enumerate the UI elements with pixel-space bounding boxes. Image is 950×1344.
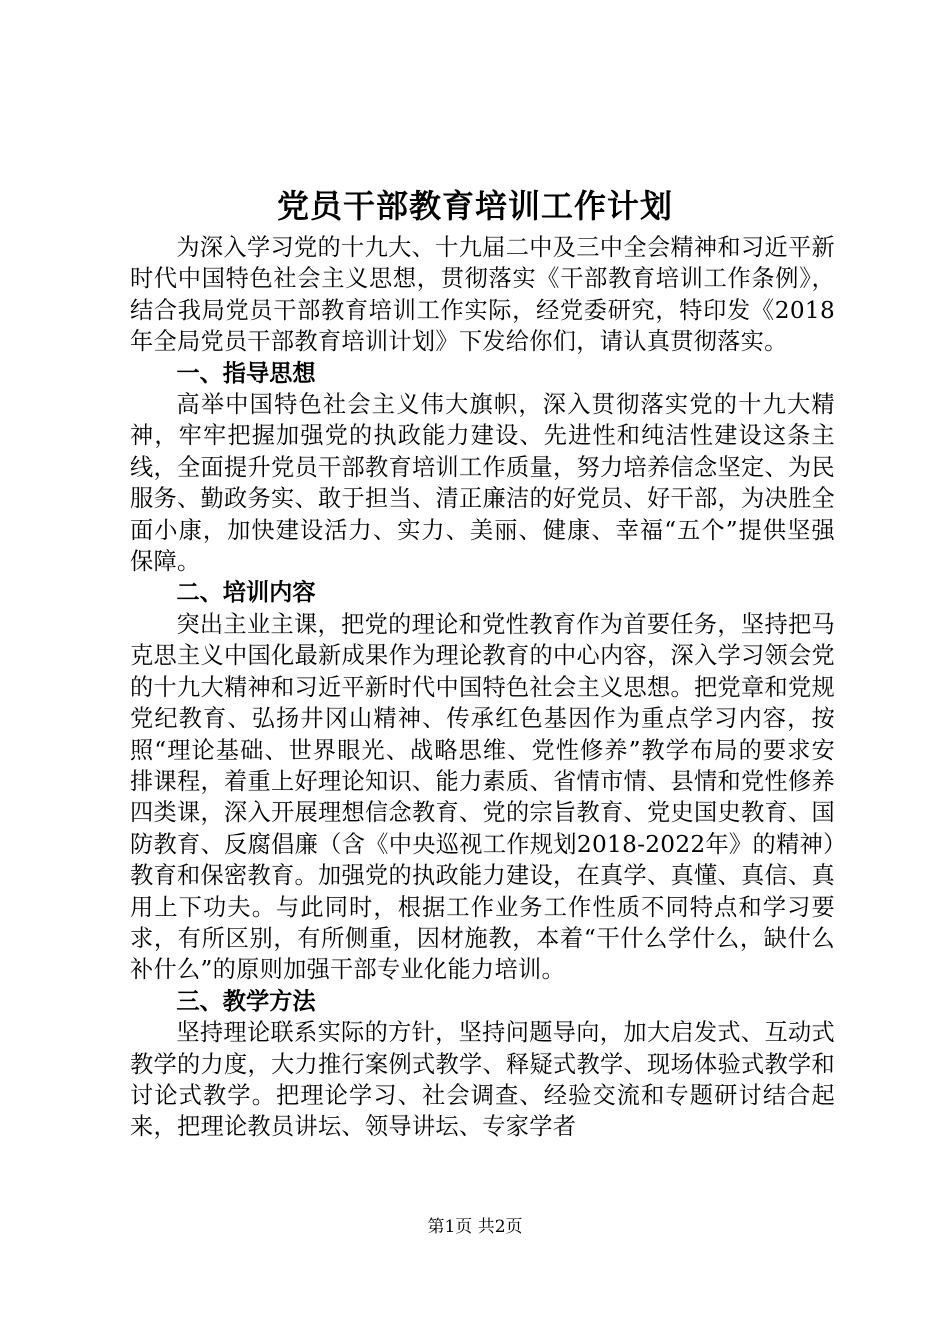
page-footer: 第1页 共2页 [427, 1217, 523, 1237]
section-heading-teaching-methods: 三、教学方法 [176, 987, 316, 1015]
section-text-guiding-ideology: 高举中国特色社会主义伟大旗帜，深入贯彻落实党的十九大精神，牢牢把握加强党的执政能力建设、先进性和纯洁性建设这条主线，全面提升党员干部教育培训工作质量，努力培养信念坚定、为民服务、勤政务实、敢于担当、清正廉洁的好党员、好干部，为决胜全面小康，加快建设活力、实力、美丽、健康、幸福“五个”提供坚强保障。 [130, 391, 835, 576]
intro-paragraph: 为深入学习党的十九大、十九届二中及三中全会精神和习近平新时代中国特色社会主义思想，贯彻落实《干部教育培训工作条例》，结合我局党员干部教育培训工作实际，经党委研究，特印发《2018年全局党员干部教育培训计划》下发给你们，请认真贯彻落实。 [130, 234, 835, 356]
document-title: 党员干部教育培训工作计划 [276, 187, 673, 225]
section-text-training-content: 突出主业主课，把党的理论和党性教育作为首要任务，坚持把马克思主义中国化最新成果作为理论教育的中心内容，深入学习领会党的十九大精神和习近平新时代中国特色社会主义思想。把党章和党规党纪教育、弘扬井冈山精神、传承红色基因作为重点学习内容，按照“理论基础、世界眼光、战略思维、党性修养”教学布局的要求安排课程，着重上好理论知识、能力素质、省情市情、县情和党性修养四类课，深入开展理想信念教育、党的宗旨教育、党史国史教育、国防教育、反腐倡廉（含《中央巡视工作规划2018-2022年》的精神）教育和保密教育。加强党的执政能力建设，在真学、真懂、真信、真用上下功夫。与此同时，根据工作业务工作性质不同特点和学习要求，有所区别，有所侧重，因材施教，本着“干什么学什么，缺什么补什么”的原则加强干部专业化能力培训。 [130, 610, 835, 984]
section-heading-guiding-ideology: 一、指导思想 [176, 359, 316, 387]
section-text-teaching-methods: 坚持理论联系实际的方针，坚持问题导向，加大启发式、互动式教学的力度，大力推行案例式教学、释疑式教学、现场体验式教学和讨论式教学。把理论学习、社会调查、经验交流和专题研讨结合起来，把理论教员讲坛、领导讲坛、专家学者 [130, 1019, 835, 1141]
section-heading-training-content: 二、培训内容 [176, 579, 316, 607]
document-body [130, 232, 835, 1143]
